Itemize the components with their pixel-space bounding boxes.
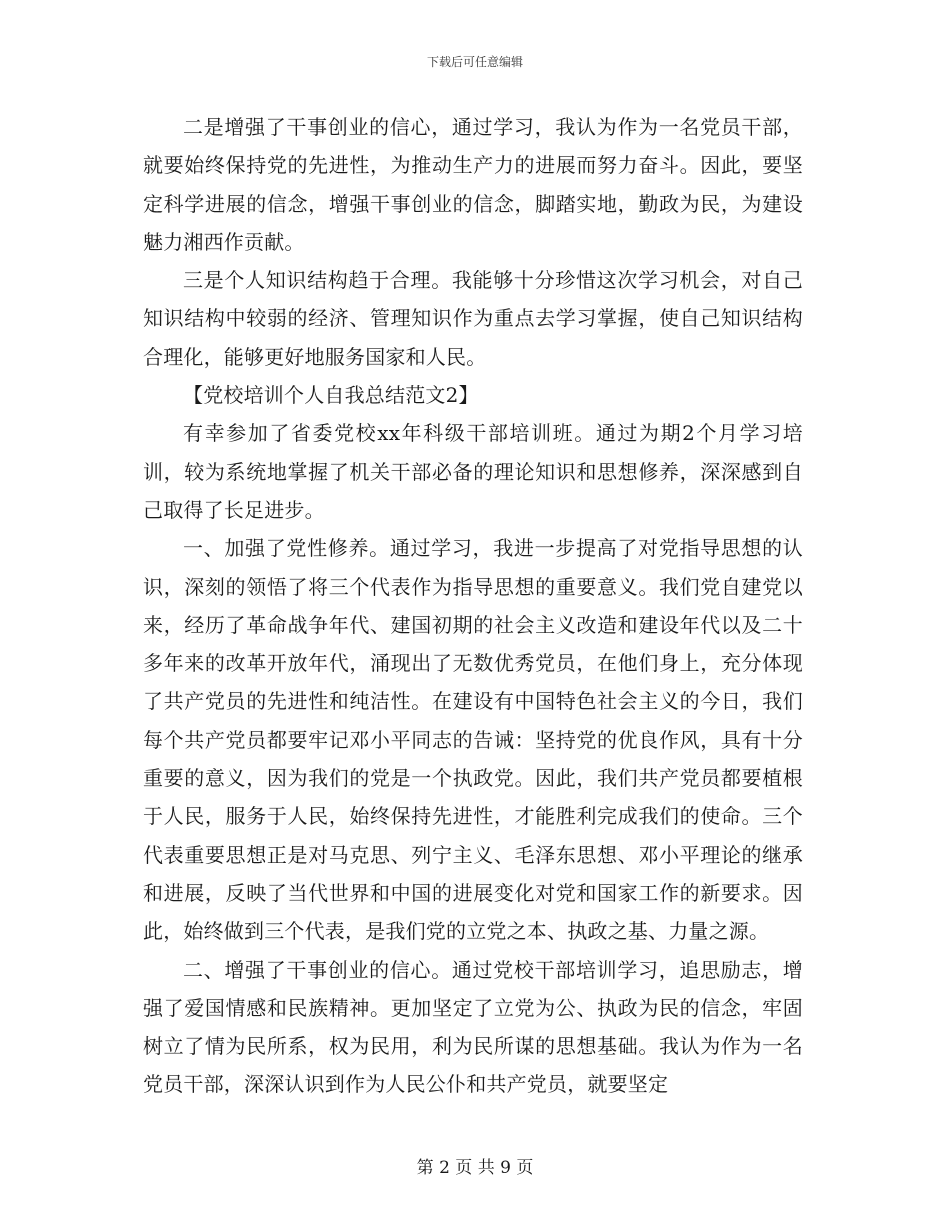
paragraph-4: 一、加强了党性修养。通过学习，我进一步提高了对党指导思想的认识，深刻的领悟了将三个代表作为指导思想的重要意义。我们党自建党以来，经历了革命战争年代、建国初期的社会主义改造和建设年代以及二十多年来的改革开放年代，涌现出了无数优秀党员，在他们身上，充分体现了共产党员的先进性和纯洁性。在建设有中国特色社会主义的今日，我们每个共产党员都要牢记邓小平同志的告诫：坚持党的优良作风，具有十分重要的意义，因为我们的党是一个执政党。因此，我们共产党员都要植根于人民，服务于人民，始终保持先进性，才能胜利完成我们的使命。三个代表重要思想正是对马克思、列宁主义、毛泽东思想、邓小平理论的继承和进展，反映了当代世界和中国的进展变化对党和国家工作的新要求。因此，始终做到三个代表，是我们党的立党之本、执政之基、力量之源。 <box>143 536 803 944</box>
document-body <box>143 108 803 1104</box>
section-heading: 【党校培训个人自我总结范文2】 <box>183 383 479 408</box>
paragraph-3: 有幸参加了省委党校xx年科级干部培训班。通过为期2个月学习培训，较为系统地掌握了机关干部必备的理论知识和思想修养，深深感到自己取得了长足进步。 <box>143 421 803 522</box>
paragraph-2: 三是个人知识结构趋于合理。我能够十分珍惜这次学习机会，对自己知识结构中较弱的经济、管理知识作为重点去学习掌握，使自己知识结构合理化，能够更好地服务国家和人民。 <box>143 268 803 369</box>
page-header: 下载后可任意编辑 <box>426 55 523 69</box>
page-number: 第 2 页 共 9 页 <box>416 1158 534 1178</box>
paragraph-5: 二、增强了干事创业的信心。通过党校干部培训学习，追思励志，增强了爱国情感和民族精神。更加坚定了立党为公、执政为民的信念，牢固树立了情为民所系，权为民用，利为民所谋的思想基础。我认为作为一名党员干部，深深认识到作为人民公仆和共产党员，就要坚定 <box>143 957 803 1097</box>
paragraph-1: 二是增强了干事创业的信心，通过学习，我认为作为一名党员干部，就要始终保持党的先进性，为推动生产力的进展而努力奋斗。因此，要坚定科学进展的信念，增强干事创业的信念，脚踏实地，勤政为民，为建设魅力湘西作贡献。 <box>143 115 803 254</box>
